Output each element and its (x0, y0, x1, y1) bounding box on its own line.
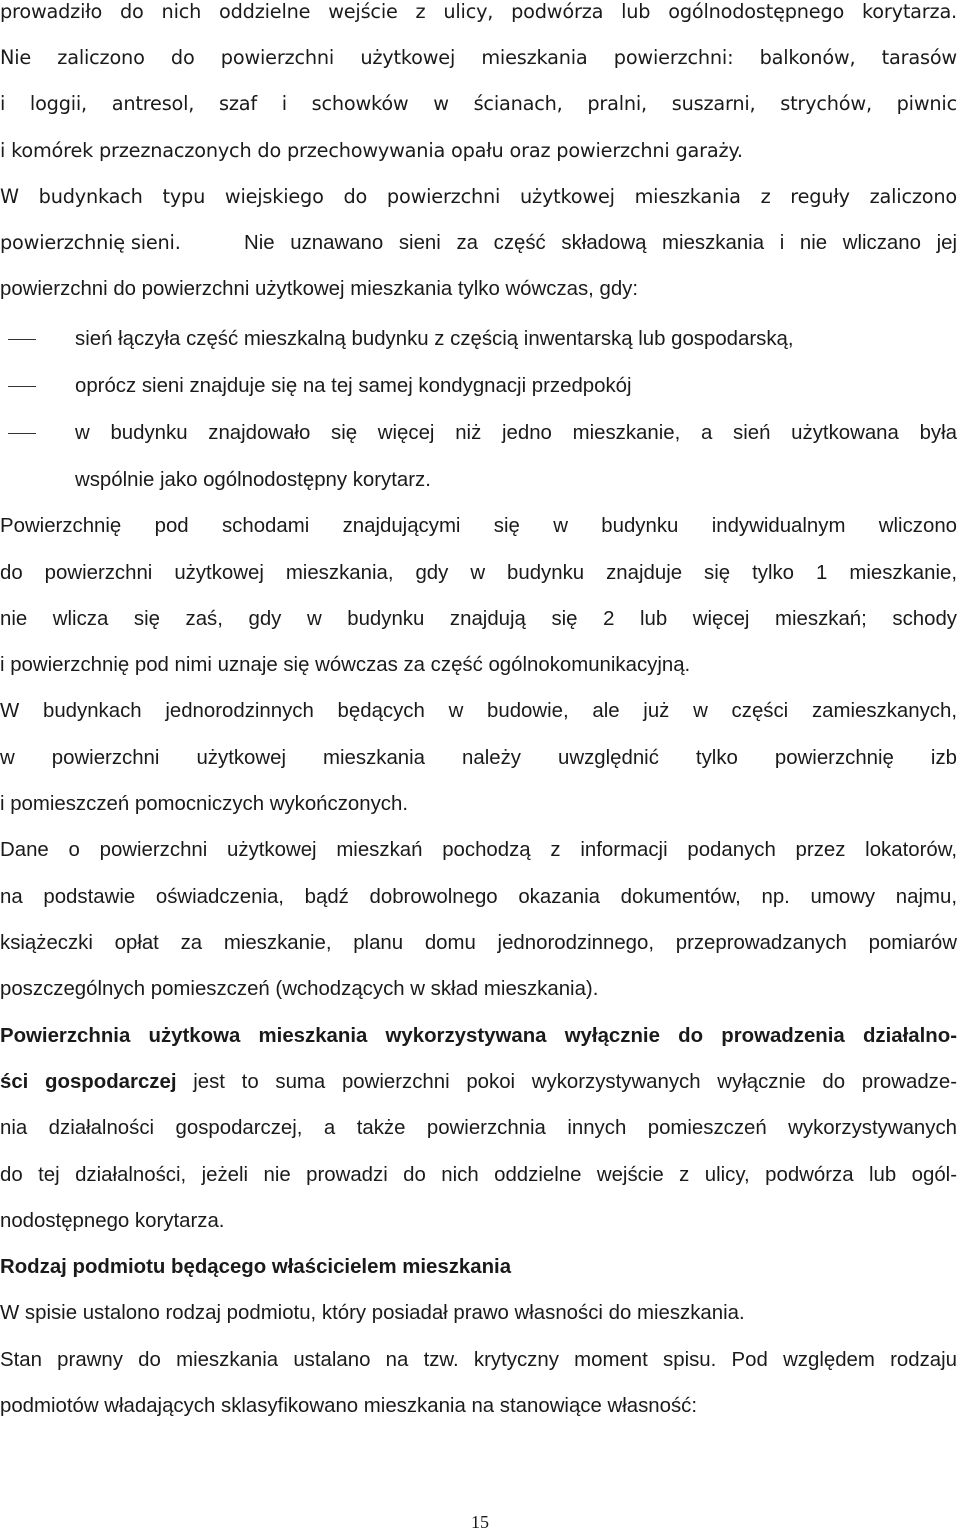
text-line: Nie uznawano sieni za część składową mieszkania i nie wliczano jej (244, 232, 957, 254)
text-line: Powierzchnię pod schodami znajdującymi się w budynku indywidualnym wliczono (0, 515, 957, 537)
text-line: i komórek przeznaczonych do przechowywania opału oraz powierzchni garaży. (0, 139, 743, 162)
text-line: W spisie ustalono rodzaj podmiotu, który posiadał prawo własności do mieszkania. (0, 1302, 745, 1324)
text-line: do powierzchni użytkowej mieszkania, gdy w budynku znajduje się tylko 1 mieszkanie, (0, 562, 957, 584)
text-line: do tej działalności, jeżeli nie prowadzi do nich oddzielne wejście z ulicy, podwórza lub ogól- (0, 1164, 957, 1186)
list-item-continuation: wspólnie jako ogólnodostępny korytarz. (75, 469, 431, 491)
text-span: jest to suma powierzchni pokoi wykorzystywanych wyłącznie do prowadze- (193, 1071, 957, 1093)
text-line: powierzchni do powierzchni użytkowej mieszkania tylko wówczas, gdy: (0, 278, 639, 300)
text-line: nodostępnego korytarza. (0, 1210, 225, 1232)
text-line: Stan prawny do mieszkania ustalano na tzw. krytyczny moment spisu. Pod względem rodzaju (0, 1349, 957, 1371)
text-line: podmiotów władających sklasyfikowano mieszkania na stanowiące własność: (0, 1395, 698, 1417)
text-line: W budynkach jednorodzinnych będących w budowie, ale już w części zamieszkanych, (0, 700, 957, 722)
text-line: książeczki opłat za mieszkanie, planu domu jednorodzinnego, przeprowadzanych pomiarów (0, 932, 957, 954)
text-line: prowadziło do nich oddzielne wejście z ulicy, podwórza lub ogólnodostępnego korytarza. (0, 0, 957, 23)
text-line: Nie zaliczono do powierzchni użytkowej mieszkania powierzchni: balkonów, tarasów (0, 46, 957, 69)
text-line: poszczególnych pomieszczeń (wchodzących w skład mieszkania). (0, 978, 599, 1000)
list-bullet-dash (8, 433, 36, 434)
list-item: w budynku znajdowało się więcej niż jedno mieszkanie, a sień użytkowana była (75, 422, 957, 444)
text-line: i pomieszczeń pomocniczych wykończonych. (0, 793, 408, 815)
text-line: Dane o powierzchni użytkowej mieszkań pochodzą z informacji podanych przez lokatorów, (0, 839, 957, 861)
list-item: oprócz sieni znajduje się na tej samej kondygnacji przedpokój (75, 375, 632, 397)
text-span: powierzchnię sieni. (0, 231, 181, 254)
list-bullet-dash (8, 339, 36, 340)
list-item: sień łączyła część mieszkalną budynku z częścią inwentarską lub gospodarską, (75, 328, 794, 350)
text-line: i loggii, antresol, szaf i schowków w ścianach, pralni, suszarni, strychów, piwnic (0, 92, 957, 115)
page-number: 15 (471, 1512, 489, 1532)
text-line: na podstawie oświadczenia, bądź dobrowolnego okazania dokumentów, np. umowy najmu, (0, 886, 957, 908)
text-line: nie wlicza się zaś, gdy w budynku znajdują się 2 lub więcej mieszkań; schody (0, 608, 957, 630)
text-line: i powierzchnię pod nimi uznaje się wówczas za część ogólnokomunikacyjną. (0, 654, 691, 676)
bold-term: ści gospodarczej (0, 1071, 177, 1093)
section-heading: Rodzaj podmiotu będącego właścicielem mieszkania (0, 1256, 512, 1278)
text-line (0, 1066, 957, 1098)
text-line: w powierzchni użytkowej mieszkania należy uwzględnić tylko powierzchnię izb (0, 747, 957, 769)
text-line: nia działalności gospodarczej, a także powierzchnia innych pomieszczeń wykorzystywanych (0, 1117, 957, 1139)
bold-heading-line: Powierzchnia użytkowa mieszkania wykorzystywana wyłącznie do prowadzenia działalno- (0, 1025, 957, 1047)
text-line: W budynkach typu wiejskiego do powierzchni użytkowej mieszkania z reguły zaliczono (0, 185, 957, 208)
list-bullet-dash (8, 386, 36, 387)
